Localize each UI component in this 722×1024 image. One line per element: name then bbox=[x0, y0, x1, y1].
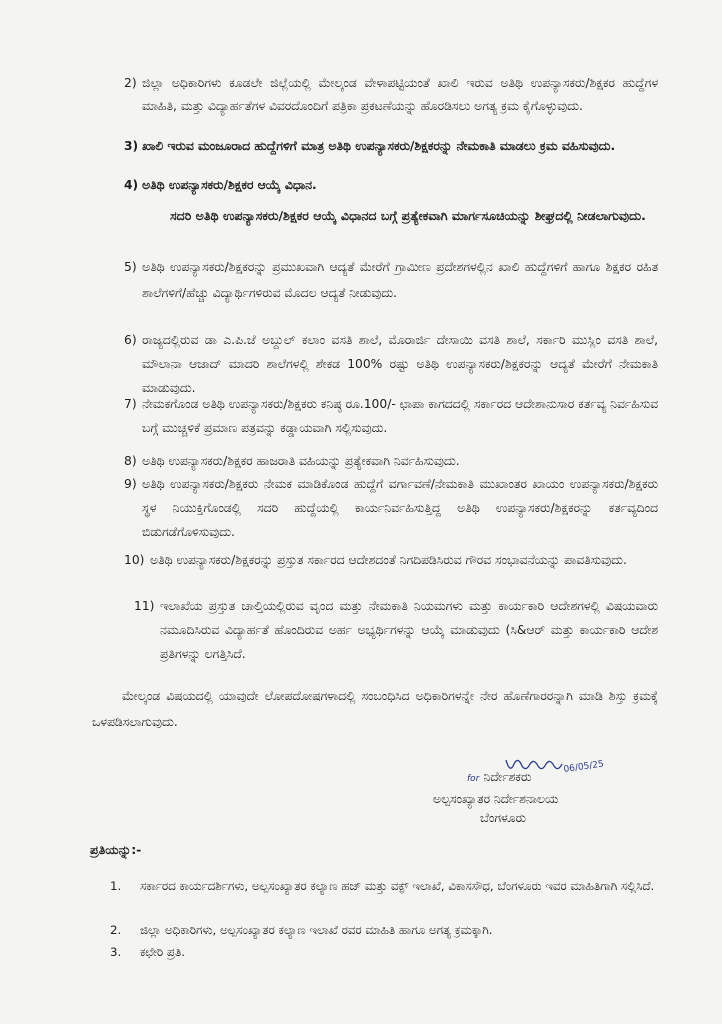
item-number: 4) bbox=[124, 178, 139, 192]
item-text: ಅತಿಥಿ ಉಪನ್ಯಾಸಕರು/ಶಿಕ್ಷಕರ ಆಯ್ಕೆ ವಿಧಾನ. bbox=[142, 178, 317, 192]
list-item-4 bbox=[124, 174, 658, 197]
item-number: 10) bbox=[124, 553, 145, 567]
copy-number: 1. bbox=[110, 879, 122, 893]
item-text: ಖಾಲಿ ಇರುವ ಮಂಜೂರಾದ ಹುದ್ದೆಗಳಿಗೆ ಮಾತ್ರ ಅತಿಥಿ ಉಪನ್ಯಾಸಕರು/ಶಿಕ್ಷಕರನ್ನು ನೇಮಕಾತಿ ಮಾಡಲು ಕ್ರಮ ವಹಿಸುವುದು. bbox=[142, 139, 616, 153]
item-number: 3) bbox=[124, 139, 139, 153]
signatory-title: ನಿರ್ದೇಶಕರು bbox=[483, 770, 532, 784]
copy-item-2 bbox=[110, 920, 670, 940]
svg-text:06/05/25: 06/05/25 bbox=[563, 759, 605, 775]
copy-text: ಕಛೇರಿ ಪ್ರತಿ. bbox=[140, 945, 185, 959]
item-text: ಅತಿಥಿ ಉಪನ್ಯಾಸಕರು/ಶಿಕ್ಷಕರನ್ನು ಪ್ರಸ್ತುತ ಸರ್ಕಾರದ ಆದೇಶದಂತೆ ನಿಗದಿಪಡಿಸಿರುವ ಗೌರವ ಸಂಭಾವನೆಯನ್ನು ಪಾವತಿಸುವುದು. bbox=[150, 553, 627, 567]
item-number: 11) bbox=[134, 599, 155, 613]
copy-item-1 bbox=[110, 876, 670, 896]
list-item-6 bbox=[124, 328, 658, 400]
item-text: ಇಲಾಖೆಯ ಪ್ರಸ್ತುತ ಚಾಲ್ತಿಯಲ್ಲಿರುವ ವೃಂದ ಮತ್ತು ನೇಮಕಾತಿ ನಿಯಮಗಳು ಮತ್ತು ಕಾರ್ಯಕಾರಿ ಆದೇಶಗಳಲ್ಲಿ ವಿಷಯವಾರು ನಮೂದಿಸಿರುವ ವಿದ್ಯಾರ್ಹತೆ ಹೊಂದಿರುವ ಅರ್ಹ ಅಭ್ಯರ್ಥಿಗಳನ್ನು ಆಯ್ಕೆ ಮಾಡುವುದು (ಸಿ&ಆರ್ ಮತ್ತು ಕಾರ್ಯಕಾರಿ ಆದೇಶ ಪ್ರತಿಗಳನ್ನು ಲಗತ್ತಿಸಿದೆ. bbox=[160, 599, 658, 661]
item-number: 5) bbox=[124, 260, 137, 274]
copy-item-3 bbox=[110, 942, 670, 962]
list-item-9 bbox=[124, 472, 658, 544]
signatory-title-line bbox=[467, 767, 531, 789]
item-text: ಜಿಲ್ಲಾ ಅಧಿಕಾರಿಗಳು ಕೂಡಲೇ ಜಿಲ್ಲೆಯಲ್ಲಿ ಮೇಲ್ಕಂಡ ವೇಳಾಪಟ್ಟಿಯಂತೆ ಖಾಲಿ ಇರುವ ಅತಿಥಿ ಉಪನ್ಯಾಸಕರು/ಶಿಕ್ಷಕರ ಹುದ್ದೆಗಳ ಮಾಹಿತಿ, ಮತ್ತು ವಿದ್ಯಾರ್ಹತೆಗಳ ವಿವರದೊಂದಿಗೆ ಪತ್ರಿಕಾ ಪ್ರಕಟಣೆಯನ್ನು ಹೊರಡಿಸಲು ಅಗತ್ಯ ಕ್ರಮ ಕೈಗೊಳ್ಳುವುದು. bbox=[142, 76, 658, 113]
copy-text: ಸರ್ಕಾರದ ಕಾರ್ಯದರ್ಶಿಗಳು, ಅಲ್ಪಸಂಖ್ಯಾತರ ಕಲ್ಯಾಣ ಹಜ್ ಮತ್ತು ವಕ್ಫ್ ಇಲಾಖೆ, ವಿಕಾಸಸೌಧ, ಬೆಂಗಳೂರು ಇವರ ಮಾಹಿತಿಗಾಗಿ ಸಲ್ಲಿಸಿದೆ. bbox=[140, 879, 655, 893]
item-text: ನೇಮಕಗೊಂಡ ಅತಿಥಿ ಉಪನ್ಯಾಸಕರು/ಶಿಕ್ಷಕರು ಕನಿಷ್ಠ ರೂ.100/- ಛಾಪಾ ಕಾಗದದಲ್ಲಿ ಸರ್ಕಾರದ ಆದೇಶಾನುಸಾರ ಕರ್ತವ್ಯ ನಿರ್ವಹಿಸುವ ಬಗ್ಗೆ ಮುಚ್ಚಳಿಕೆ ಪ್ರಮಾಣ ಪತ್ರವನ್ನು ಕಡ್ಡಾಯವಾಗಿ ಸಲ್ಲಿಸುವುದು. bbox=[142, 397, 658, 435]
signatory-office: ಅಲ್ಪಸಂಖ್ಯಾತರ ನಿರ್ದೇಶನಾಲಯ bbox=[433, 792, 559, 806]
item-number: 6) bbox=[124, 333, 137, 347]
copy-number: 3. bbox=[110, 945, 122, 959]
item-text: ಅತಿಥಿ ಉಪನ್ಯಾಸಕರು/ಶಿಕ್ಷಕರ ಹಾಜರಾತಿ ವಹಿಯನ್ನು ಪ್ರತ್ಯೇಕವಾಗಿ ನಿರ್ವಹಿಸುವುದು. bbox=[142, 454, 460, 468]
item-number: 7) bbox=[124, 397, 137, 411]
signatory-city: ಬೆಂಗಳೂರು bbox=[480, 811, 526, 825]
item-number: 2) bbox=[124, 76, 137, 90]
closing-paragraph: ಮೇಲ್ಕಂಡ ವಿಷಯದಲ್ಲಿ ಯಾವುದೇ ಲೋಪದೋಷಗಳಾದಲ್ಲಿ ಸಂಬಂಧಿಸಿದ ಅಧಿಕಾರಿಗಳನ್ನೇ ನೇರ ಹೊಣೆಗಾರರನ್ನಾಗಿ ಮಾಡಿ ಶಿಸ್ತು ಕ್ರಮಕ್ಕೆ ಒಳಪಡಿಸಲಾಗುವುದು. bbox=[92, 689, 658, 729]
item-text: ಅತಿಥಿ ಉಪನ್ಯಾಸಕರು/ಶಿಕ್ಷಕರು ನೇಮಕ ಮಾಡಿಕೊಂಡ ಹುದ್ದೆಗೆ ವರ್ಗಾವಣೆ/ನೇಮಕಾತಿ ಮುಖಾಂತರ ಖಾಯಂ ಉಪನ್ಯಾಸಕರು/ಶಿಕ್ಷಕರು ಸ್ಥಳ ನಿಯುಕ್ತಿಗೊಂಡಲ್ಲಿ ಸದರಿ ಹುದ್ದೆಯಲ್ಲಿ ಕಾರ್ಯನಿರ್ವಹಿಸುತ್ತಿದ್ದ ಅತಿಥಿ ಉಪನ್ಯಾಸಕರು/ಶಿಕ್ಷಕರನ್ನು ಕರ್ತವ್ಯದಿಂದ ಬಿಡುಗಡೆಗೊಳಿಸುವುದು. bbox=[142, 477, 658, 539]
copies-heading: ಪ್ರತಿಯನ್ನು:- bbox=[90, 842, 142, 857]
list-item-2 bbox=[124, 72, 658, 118]
selection-method-note: ಸದರಿ ಅತಿಥಿ ಉಪನ್ಯಾಸಕರು/ಶಿಕ್ಷಕರ ಆಯ್ಕೆ ವಿಧಾನದ ಬಗ್ಗೆ ಪ್ರತ್ಯೇಕವಾಗಿ ಮಾರ್ಗಸೂಚಿಯನ್ನು ಶೀಘ್ರದಲ್ಲಿ ನೀಡಲಾಗುವುದು. bbox=[170, 208, 646, 223]
for-label: for bbox=[467, 774, 480, 784]
list-item-11 bbox=[134, 594, 658, 666]
list-item-5 bbox=[124, 254, 658, 306]
item-number: 8) bbox=[124, 454, 137, 468]
copy-text: ಜಿಲ್ಲಾ ಅಧಿಕಾರಿಗಳು, ಅಲ್ಪಸಂಖ್ಯಾತರ ಕಲ್ಯಾಣ ಇಲಾಖೆ ರವರ ಮಾಹಿತಿ ಹಾಗೂ ಅಗತ್ಯ ಕ್ರಮಕ್ಕಾಗಿ. bbox=[140, 923, 493, 937]
list-item-10 bbox=[124, 548, 658, 572]
copy-number: 2. bbox=[110, 923, 122, 937]
item-text: ಅತಿಥಿ ಉಪನ್ಯಾಸಕರು/ಶಿಕ್ಷಕರನ್ನು ಪ್ರಮುಖವಾಗಿ ಆದ್ಯತೆ ಮೇರೆಗೆ ಗ್ರಾಮೀಣ ಪ್ರದೇಶಗಳಲ್ಲಿನ ಖಾಲಿ ಹುದ್ದೆಗಳಿಗೆ ಹಾಗೂ ಶಿಕ್ಷಕರ ರಹಿತ ಶಾಲೆಗಳಿಗೆ/ಹೆಚ್ಚು ವಿದ್ಯಾರ್ಥಿಗಳಿರುವ ಮೊದಲ ಆದ್ಯತೆ ನೀಡುವುದು. bbox=[142, 260, 658, 300]
list-item-7 bbox=[124, 392, 658, 440]
item-number: 9) bbox=[124, 477, 137, 491]
list-item-3 bbox=[124, 135, 658, 158]
item-text: ರಾಜ್ಯದಲ್ಲಿರುವ ಡಾ ಎ.ಪಿ.ಜೆ ಅಬ್ದುಲ್ ಕಲಾಂ ವಸತಿ ಶಾಲೆ, ಮೊರಾರ್ಜಿ ದೇಸಾಯಿ ವಸತಿ ಶಾಲೆ, ಸರ್ಕಾರಿ ಮುಸ್ಲಿಂ ವಸತಿ ಶಾಲೆ, ಮೌಲಾನಾ ಆಜಾದ್ ಮಾದರಿ ಶಾಲೆಗಳಲ್ಲಿ ಶೇಕಡ 100% ರಷ್ಟು ಅತಿಥಿ ಉಪನ್ಯಾಸಕರು/ಶಿಕ್ಷಕರನ್ನು ಆದ್ಯತೆ ಮೇರೆಗೆ ನೇಮಕಾತಿ ಮಾಡುವುದು. bbox=[142, 333, 658, 395]
list-item-8 bbox=[124, 450, 658, 473]
